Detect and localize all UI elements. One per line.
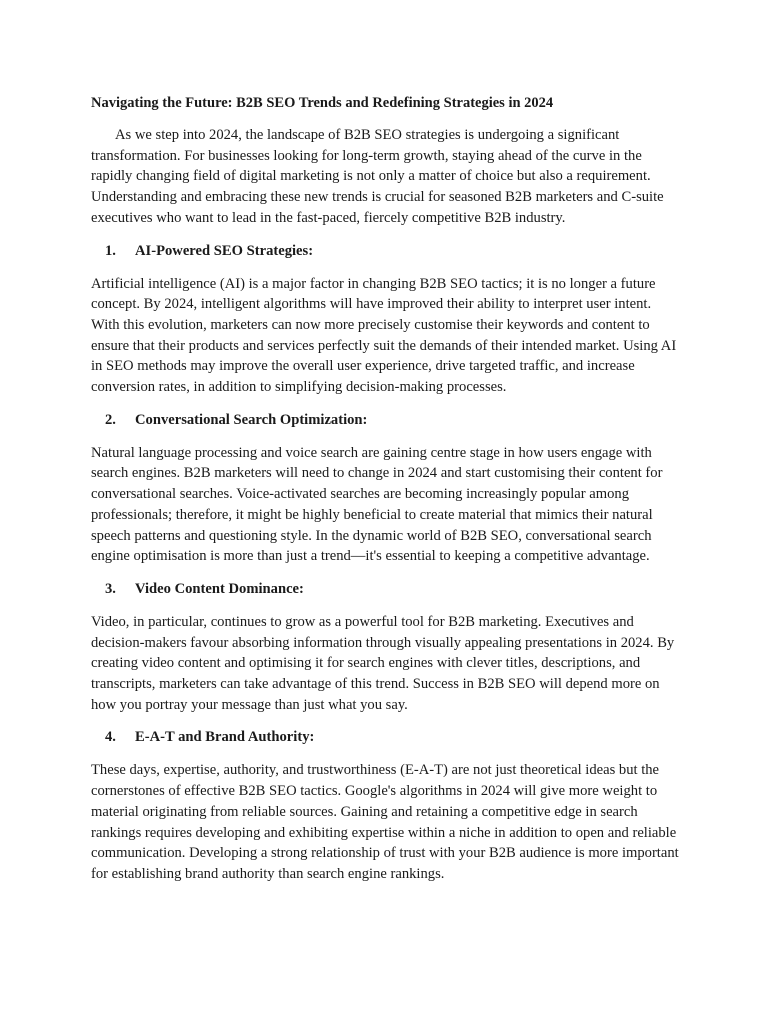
section-number: 4.: [105, 729, 116, 746]
section-heading-ai-seo: [91, 241, 681, 261]
section-body-ai-seo: Artificial intelligence (AI) is a major factor in changing B2B SEO tactics; it is no longer a future concept. By 2024, intelligent algorithms will have improved their ability to interpret user intent. With this evolution, marketers can now more precisely customise their keywords and content to ensure that their products and services perfectly suit the demands of their intended market. Using AI in SEO methods may improve the overall user experience, drive targeted traffic, and increase conversion rates, in addition to simplifying decision-making processes.: [91, 275, 677, 396]
section-number: 1.: [105, 242, 116, 259]
section-body-conversational-search: Natural language processing and voice search are gaining centre stage in how users engage with search engines. B2B marketers will need to change in 2024 and start customising their content for conversational searches. Voice-activated searches are becoming increasingly popular among professionals; therefore, it might be highly beneficial to create material that mimics their natural speech patterns and questioning style. In the dynamic world of B2B SEO, conversational search engine optimisation is more than just a trend—it's essential to keeping a competitive advantage.: [91, 444, 663, 565]
section-number: 3.: [105, 580, 116, 597]
section-heading-text: Video Content Dominance:: [135, 580, 304, 597]
document-page: [91, 93, 681, 897]
intro-paragraph: As we step into 2024, the landscape of B2B SEO strategies is undergoing a significant transformation. For businesses looking for long-term growth, staying ahead of the curve in the rapidly changing field of digital marketing is not only a matter of choice but also a requirement. Understanding and embracing these new trends is crucial for seasoned B2B marketers and C-suite executives who want to lead in the fast-paced, fiercely competitive B2B industry.: [91, 127, 664, 226]
section-heading-text: AI-Powered SEO Strategies:: [135, 242, 314, 259]
section-heading-conversational-search: [91, 410, 681, 430]
section-body-video-content: Video, in particular, continues to grow as a powerful tool for B2B marketing. Executives and decision-makers favour absorbing information through visually appealing presentations in 2024. By creating video content and optimising it for search engines with clever titles, descriptions, and transcripts, marketers can take advantage of this trend. Success in B2B SEO will depend more on how you portray your message than just what you say.: [91, 613, 675, 713]
document-title: Navigating the Future: B2B SEO Trends and Redefining Strategies in 2024: [91, 95, 554, 111]
section-body-eat-brand-authority: These days, expertise, authority, and trustworthiness (E-A-T) are not just theoretical ideas but the cornerstones of effective B2B SEO tactics. Google's algorithms in 2024 will give more weight to material originating from reliable sources. Gaining and retaining a competitive edge in search rankings requires developing and exhibiting expertise within a niche in addition to open and reliable communication. Developing a strong relationship of trust with your B2B audience is more important for establishing brand authority than search engine rankings.: [91, 762, 679, 882]
section-number: 2.: [105, 411, 116, 428]
section-heading-eat-brand-authority: [91, 727, 681, 747]
section-heading-video-content: [91, 579, 681, 599]
section-heading-text: Conversational Search Optimization:: [135, 411, 368, 428]
section-heading-text: E-A-T and Brand Authority:: [135, 729, 315, 746]
